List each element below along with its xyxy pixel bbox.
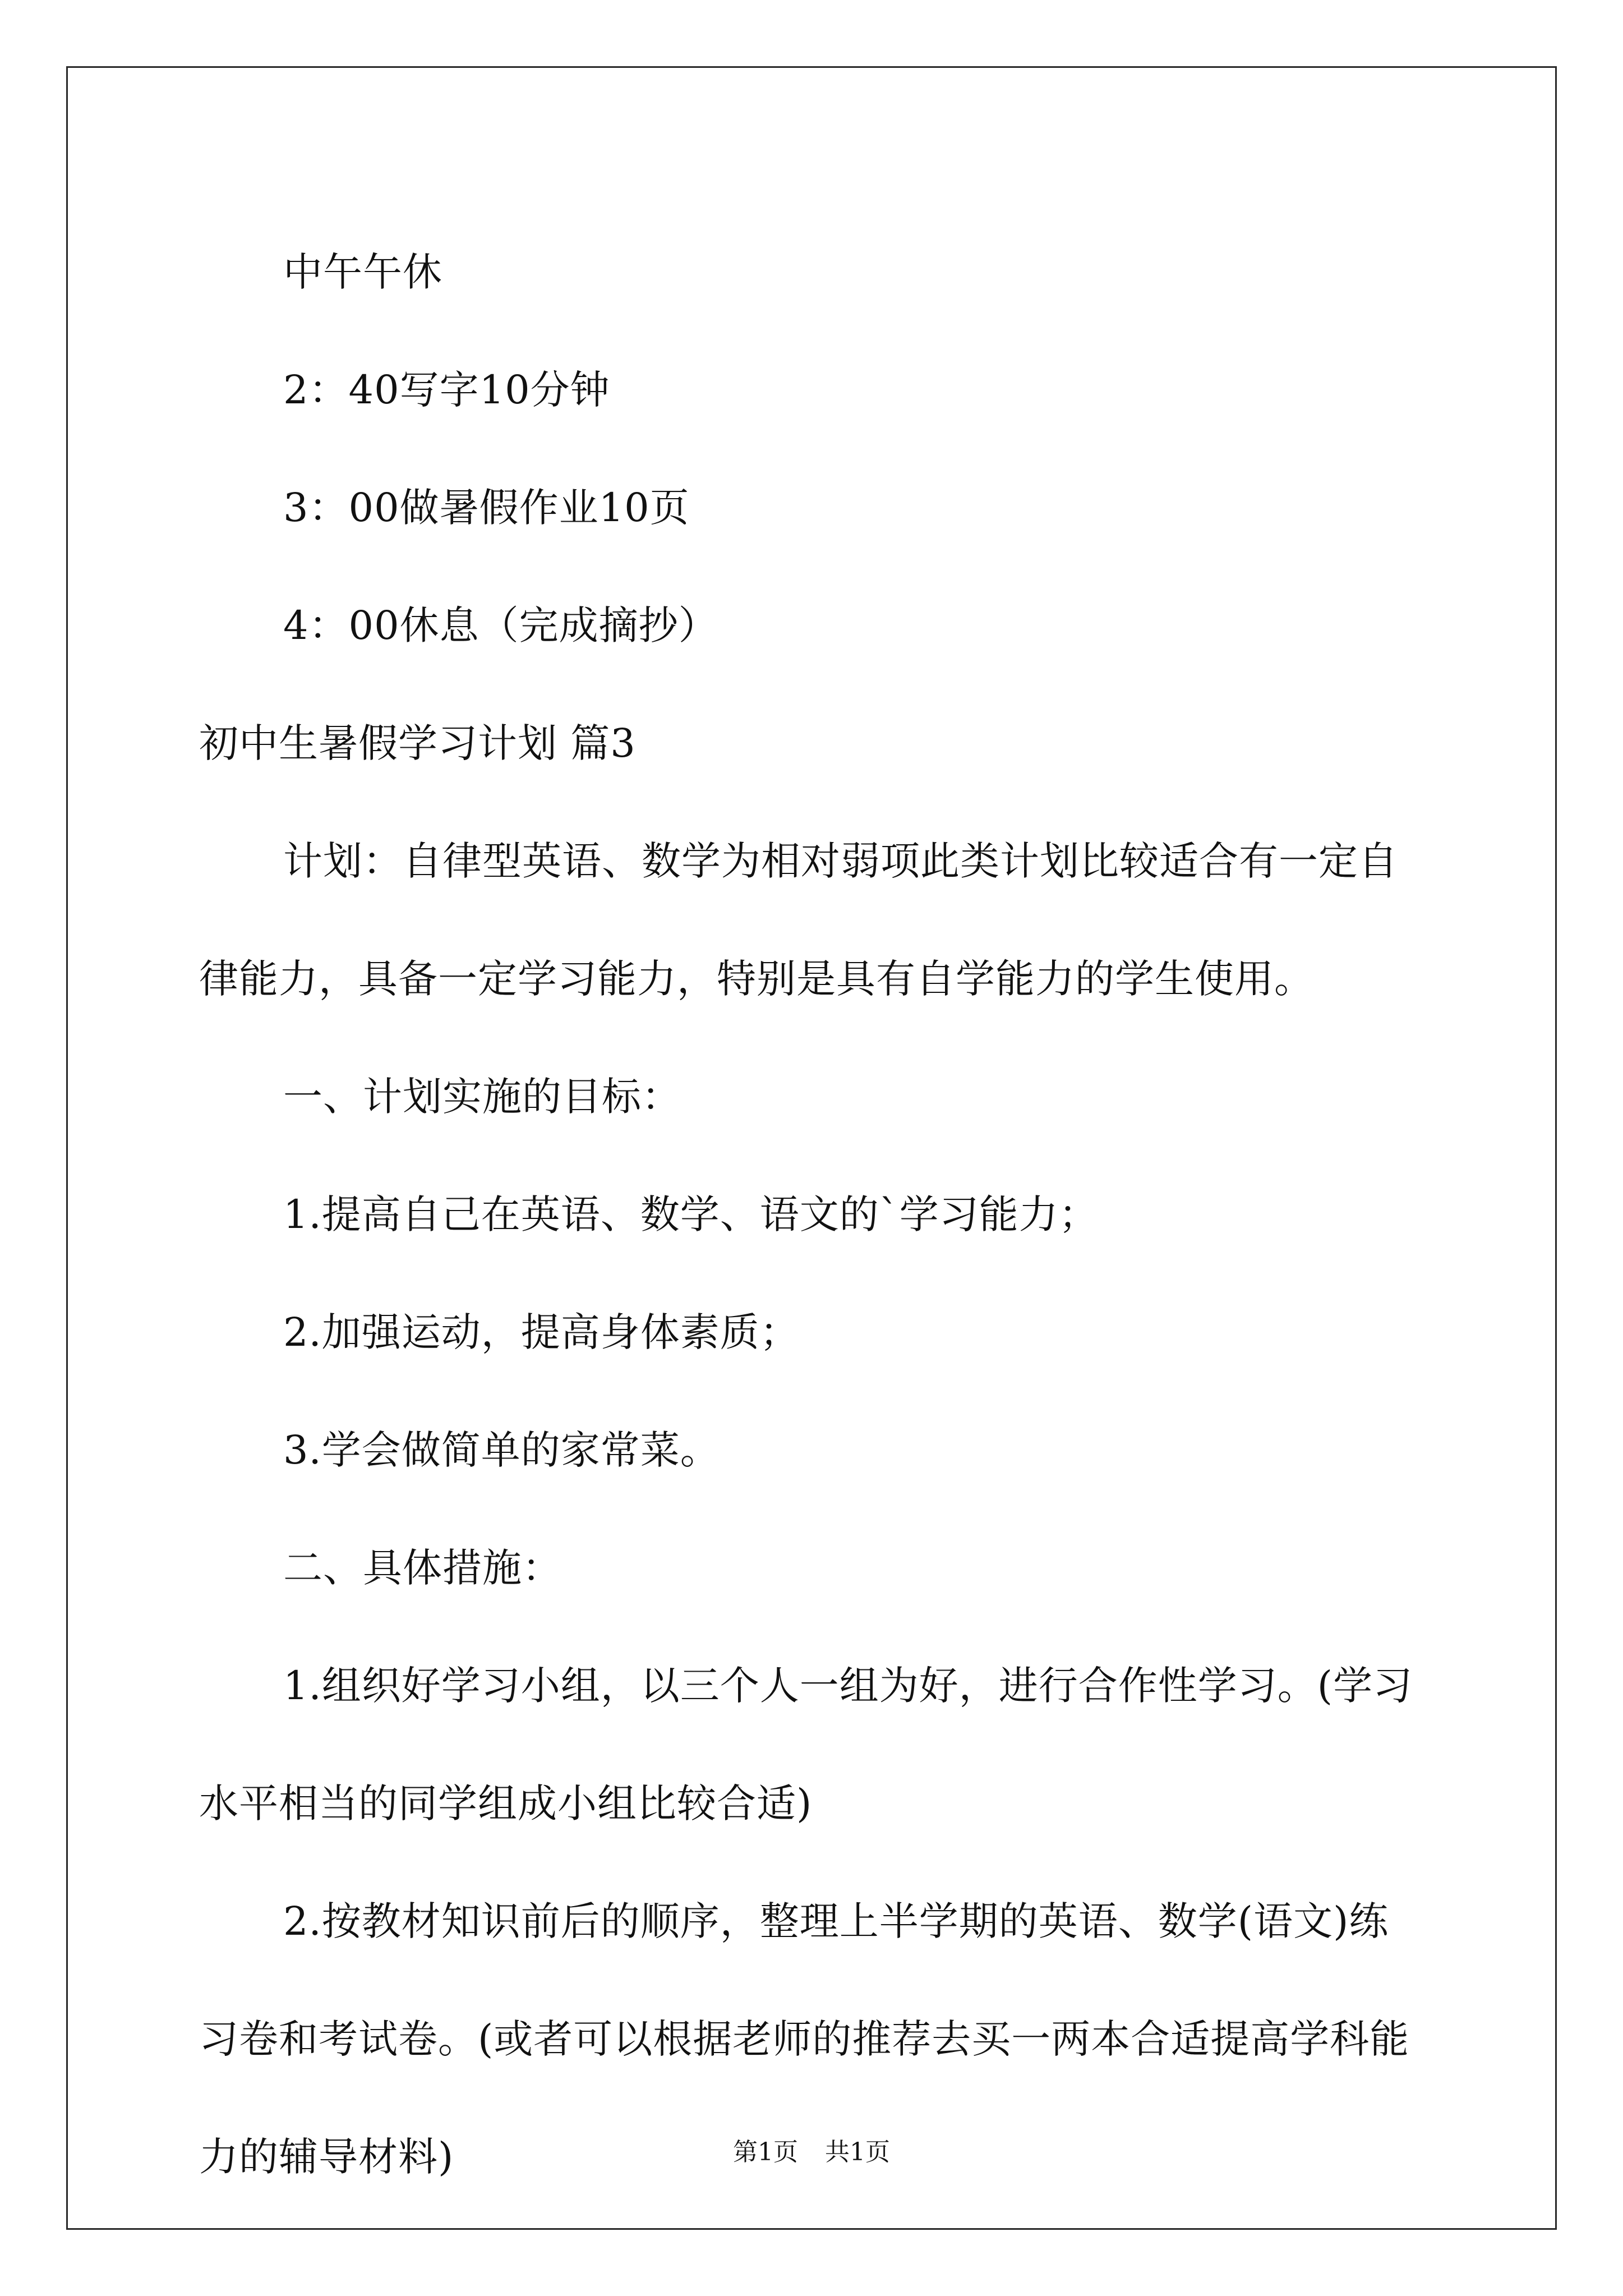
text-line: 3：00做暑假作业10页 xyxy=(283,485,690,531)
document-body xyxy=(199,213,1438,2216)
text-line: 中午午休 xyxy=(283,249,442,295)
text-line: 2：40写字10分钟 xyxy=(283,367,610,413)
text-line: 二、具体措施： xyxy=(283,1545,562,1591)
text-line: 计划：自律型英语、数学为相对弱项此类计划比较适合有一定自 xyxy=(283,838,1398,884)
text-line: 2.加强运动，提高身体素质； xyxy=(283,1309,800,1355)
text-line: 习卷和考试卷。(或者可以根据老师的推荐去买一两本合适提高学科能 xyxy=(199,2016,1410,2062)
text-line: 4：00休息（完成摘抄） xyxy=(283,602,718,648)
section-heading: 初中生暑假学习计划 篇3 xyxy=(199,720,636,766)
text-line: 3.学会做简单的家常菜。 xyxy=(283,1427,720,1473)
text-line: 力的辅导材料) xyxy=(199,2134,454,2180)
text-line: 一、计划实施的目标： xyxy=(283,1074,681,1120)
text-line: 2.按教材知识前后的顺序，整理上半学期的英语、数学(语文)练 xyxy=(283,1898,1389,1944)
text-line: 律能力，具备一定学习能力，特别是具有自学能力的学生使用。 xyxy=(199,956,1314,1002)
page-number: 第1页 xyxy=(733,2138,798,2166)
page-total: 共1页 xyxy=(825,2138,890,2166)
text-line: 1.提高自己在英语、数学、语文的`学习能力； xyxy=(283,1191,1099,1237)
text-line: 水平相当的同学组成小组比较合适) xyxy=(199,1780,813,1826)
text-line: 1.组织好学习小组，以三个人一组为好，进行合作性学习。(学习 xyxy=(283,1663,1413,1709)
page-footer xyxy=(0,2132,1623,2168)
